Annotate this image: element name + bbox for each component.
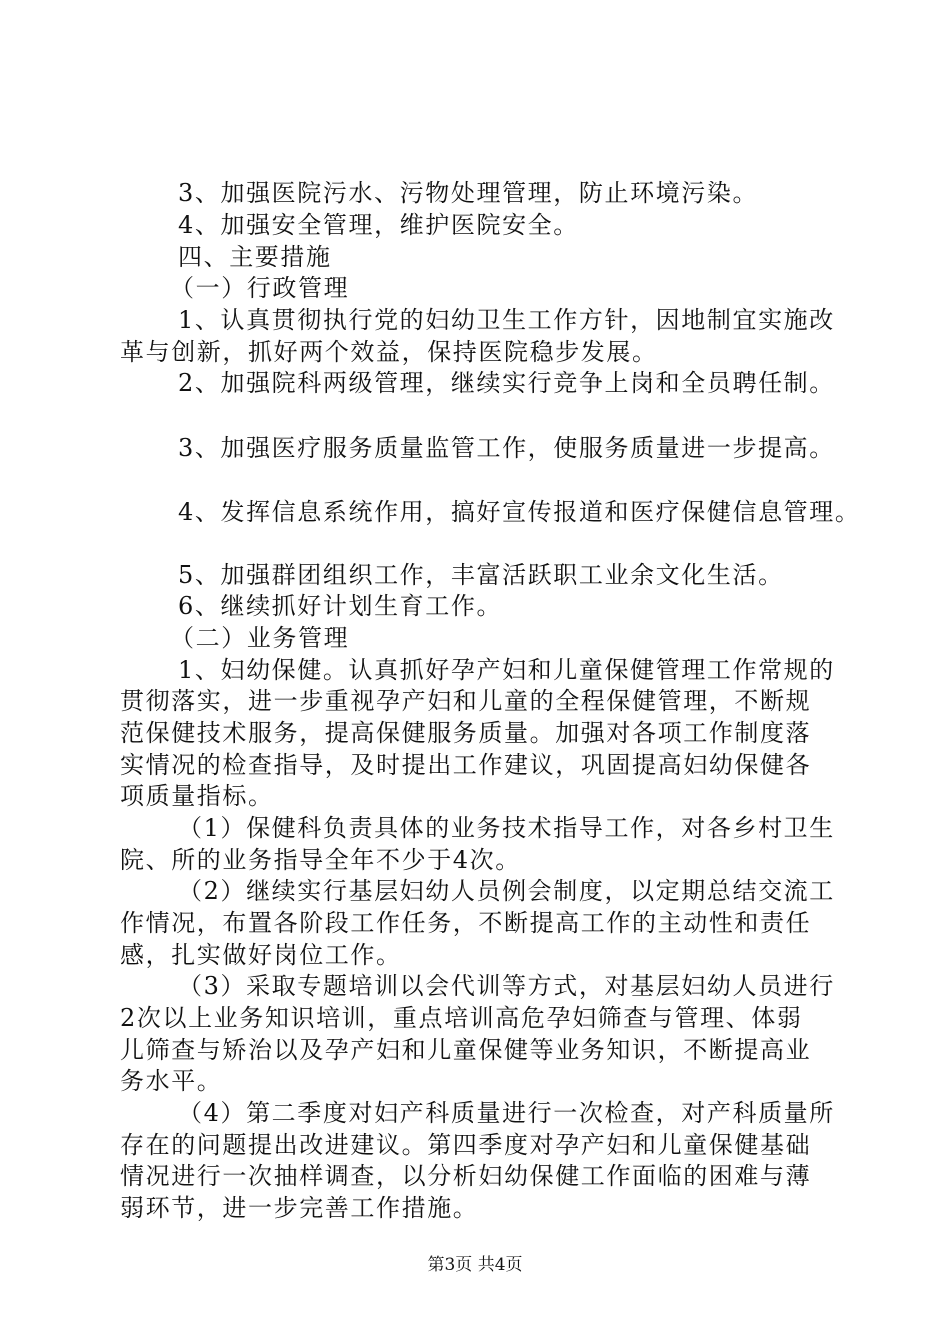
text-line: 贯彻落实，进一步重视孕产妇和儿童的全程保健管理，不断规: [120, 687, 812, 715]
text-line: 项质量指标。: [120, 782, 274, 810]
subsection-heading: （二）业务管理: [170, 624, 350, 652]
text-line: 5、加强群团组织工作，丰富活跃职工业余文化生活。: [178, 561, 784, 589]
text-line: 3、加强医院污水、污物处理管理，防止环境污染。: [178, 179, 759, 207]
text-line: 1、妇幼保健。认真抓好孕产妇和儿童保健管理工作常规的: [178, 656, 835, 684]
text-line: 儿筛查与矫治以及孕产妇和儿童保健等业务知识，不断提高业: [120, 1036, 812, 1064]
text-line: 务水平。: [120, 1067, 223, 1095]
text-line: 革与创新，抓好两个效益，保持医院稳步发展。: [120, 338, 658, 366]
text-line: 存在的问题提出改进建议。第四季度对孕产妇和儿童保健基础: [120, 1131, 812, 1159]
text-line: 4、加强安全管理，维护医院安全。: [178, 211, 579, 239]
text-line: 1、认真贯彻执行党的妇幼卫生工作方针，因地制宜实施改: [178, 306, 835, 334]
text-line: 范保健技术服务，提高保健服务质量。加强对各项工作制度落: [120, 719, 812, 747]
text-line: 2、加强院科两级管理，继续实行竞争上岗和全员聘任制。: [178, 369, 835, 397]
text-line: 实情况的检查指导，及时提出工作建议，巩固提高妇幼保健各: [120, 751, 812, 779]
subsection-heading: （一）行政管理: [170, 274, 350, 302]
text-line: （3）采取专题培训以会代训等方式，对基层妇幼人员进行: [178, 972, 835, 1000]
page-footer: 第3页 共4页: [427, 1255, 523, 1275]
section-heading: 四、主要措施: [178, 243, 332, 271]
text-line: 弱环节，进一步完善工作措施。: [120, 1194, 479, 1222]
text-line: 3、加强医疗服务质量监管工作，使服务质量进一步提高。: [178, 434, 835, 462]
text-line: 作情况，布置各阶段工作任务，不断提高工作的主动性和责任: [120, 909, 812, 937]
text-line: 感，扎实做好岗位工作。: [120, 941, 402, 969]
text-line: 4、发挥信息系统作用，搞好宣传报道和医疗保健信息管理。: [178, 498, 861, 526]
text-line: （1）保健科负责具体的业务技术指导工作，对各乡村卫生: [178, 814, 835, 842]
text-line: （4）第二季度对妇产科质量进行一次检查，对产科质量所: [178, 1099, 835, 1127]
text-line: （2）继续实行基层妇幼人员例会制度，以定期总结交流工: [178, 877, 835, 905]
text-line: 2次以上业务知识培训，重点培训高危孕妇筛查与管理、体弱: [120, 1004, 803, 1032]
text-line: 6、继续抓好计划生育工作。: [178, 592, 503, 620]
text-line: 院、所的业务指导全年不少于4次。: [120, 846, 521, 874]
text-line: 情况进行一次抽样调查，以分析妇幼保健工作面临的困难与薄: [120, 1162, 812, 1190]
